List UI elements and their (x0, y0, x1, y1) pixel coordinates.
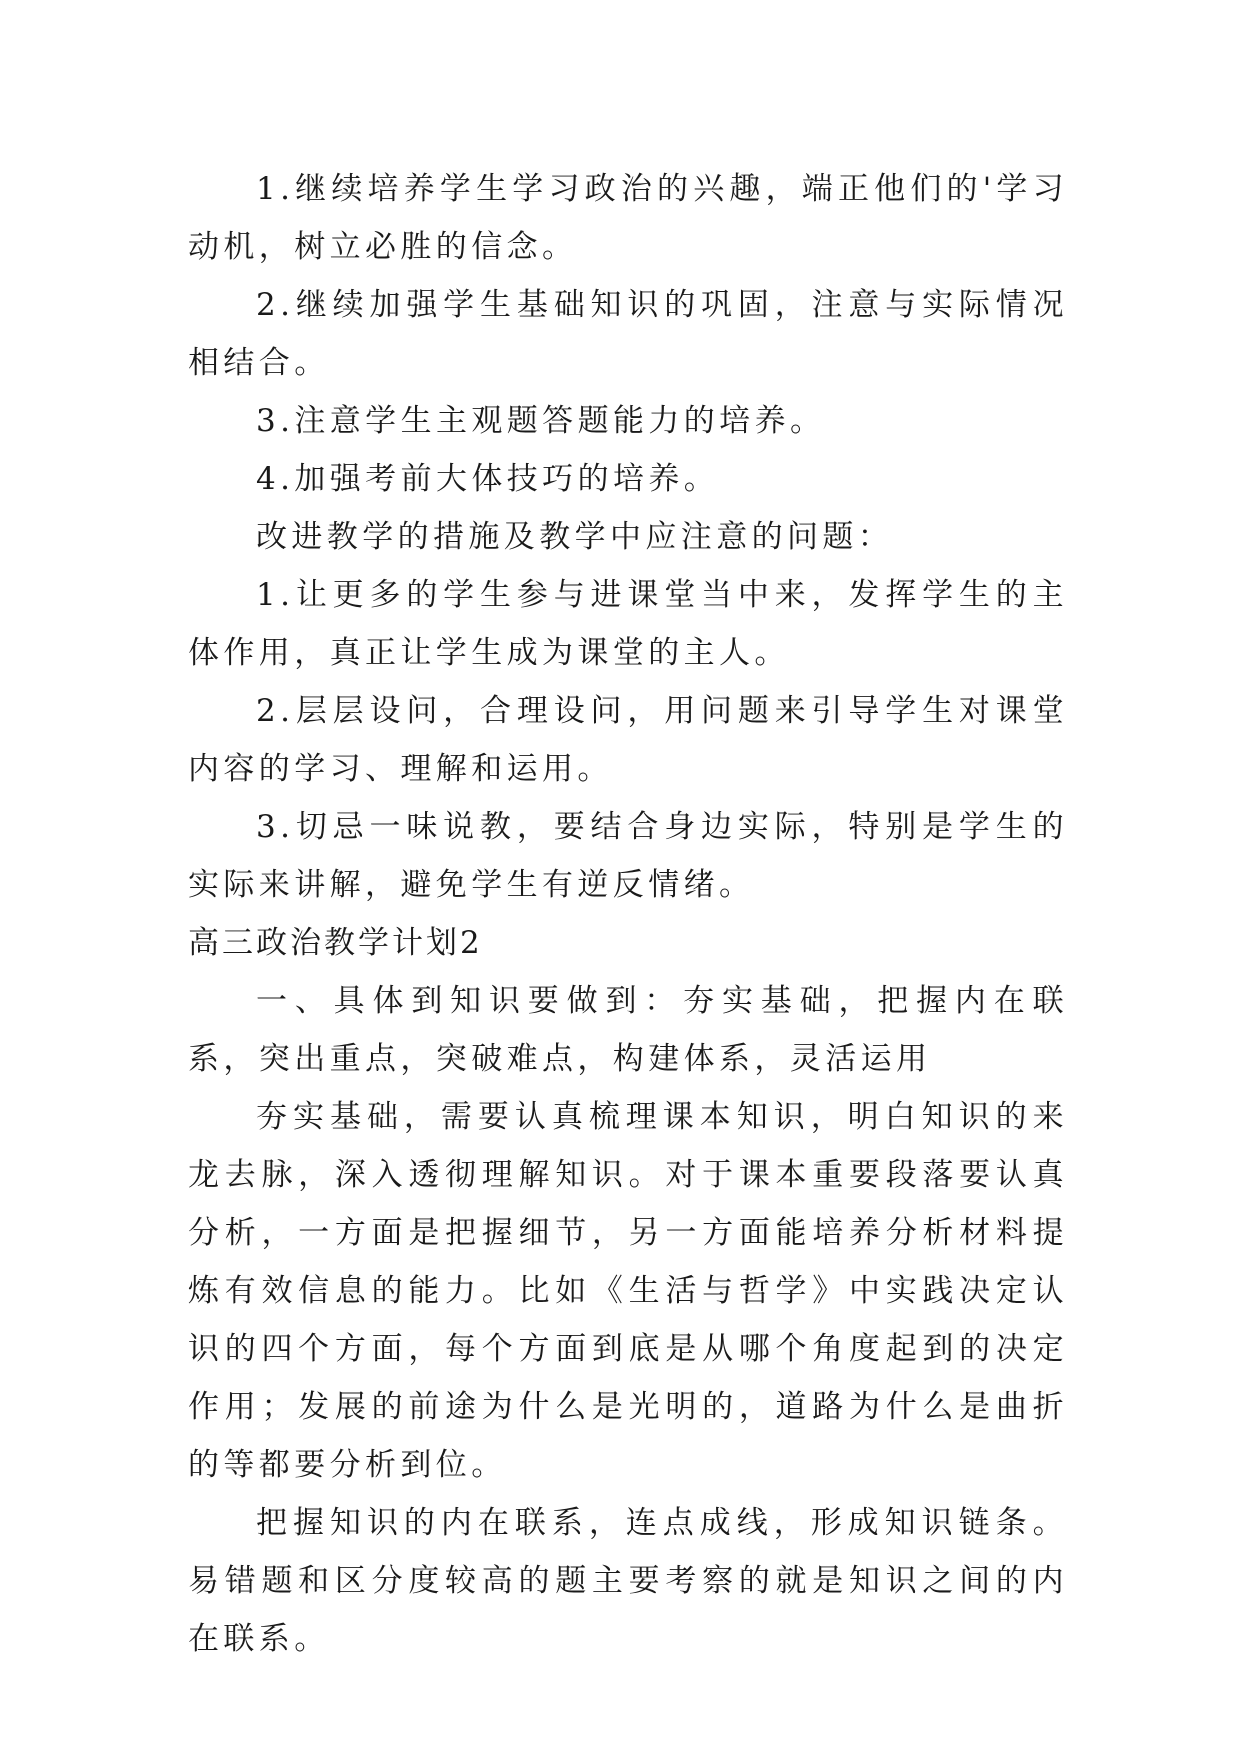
paragraph: 4.加强考前大体技巧的培养。 (256, 461, 720, 497)
paragraph: 3.切忌一味说教，要结合身边实际，特别是学生的实际来讲解，避免学生有逆反情绪。 (188, 809, 1068, 903)
paragraph: 2.层层设问，合理设问，用问题来引导学生对课堂内容的学习、理解和运用。 (188, 693, 1068, 787)
paragraph: 1.让更多的学生参与进课堂当中来，发挥学生的主体作用，真正让学生成为课堂的主人。 (188, 577, 1068, 671)
paragraph: 夯实基础，需要认真梳理课本知识，明白知识的来龙去脉，深入透彻理解知识。对于课本重要段落要认真分析，一方面是把握细节，另一方面能培养分析材料提炼有效信息的能力。比如《生活与哲学》中实践决定认识的四个方面，每个方面到底是从哪个角度起到的决定作用；发展的前途为什么是光明的，道路为什么是曲折的等都要分析到位。 (188, 1099, 1068, 1483)
paragraph: 把握知识的内在联系，连点成线，形成知识链条。易错题和区分度较高的题主要考察的就是知识之间的内在联系。 (188, 1505, 1068, 1657)
paragraph: 3.注意学生主观题答题能力的培养。 (256, 403, 826, 439)
paragraph: 改进教学的措施及教学中应注意的问题： (256, 519, 894, 555)
section-heading: 高三政治教学计划2 (188, 925, 483, 961)
paragraph: 2.继续加强学生基础知识的巩固，注意与实际情况相结合。 (188, 287, 1068, 381)
paragraph: 1.继续培养学生学习政治的兴趣，端正他们的'学习动机，树立必胜的信念。 (188, 171, 1068, 265)
paragraph: 一、具体到知识要做到：夯实基础，把握内在联系，突出重点，突破难点，构建体系，灵活运用 (188, 983, 1068, 1077)
document-page (188, 160, 1068, 1668)
